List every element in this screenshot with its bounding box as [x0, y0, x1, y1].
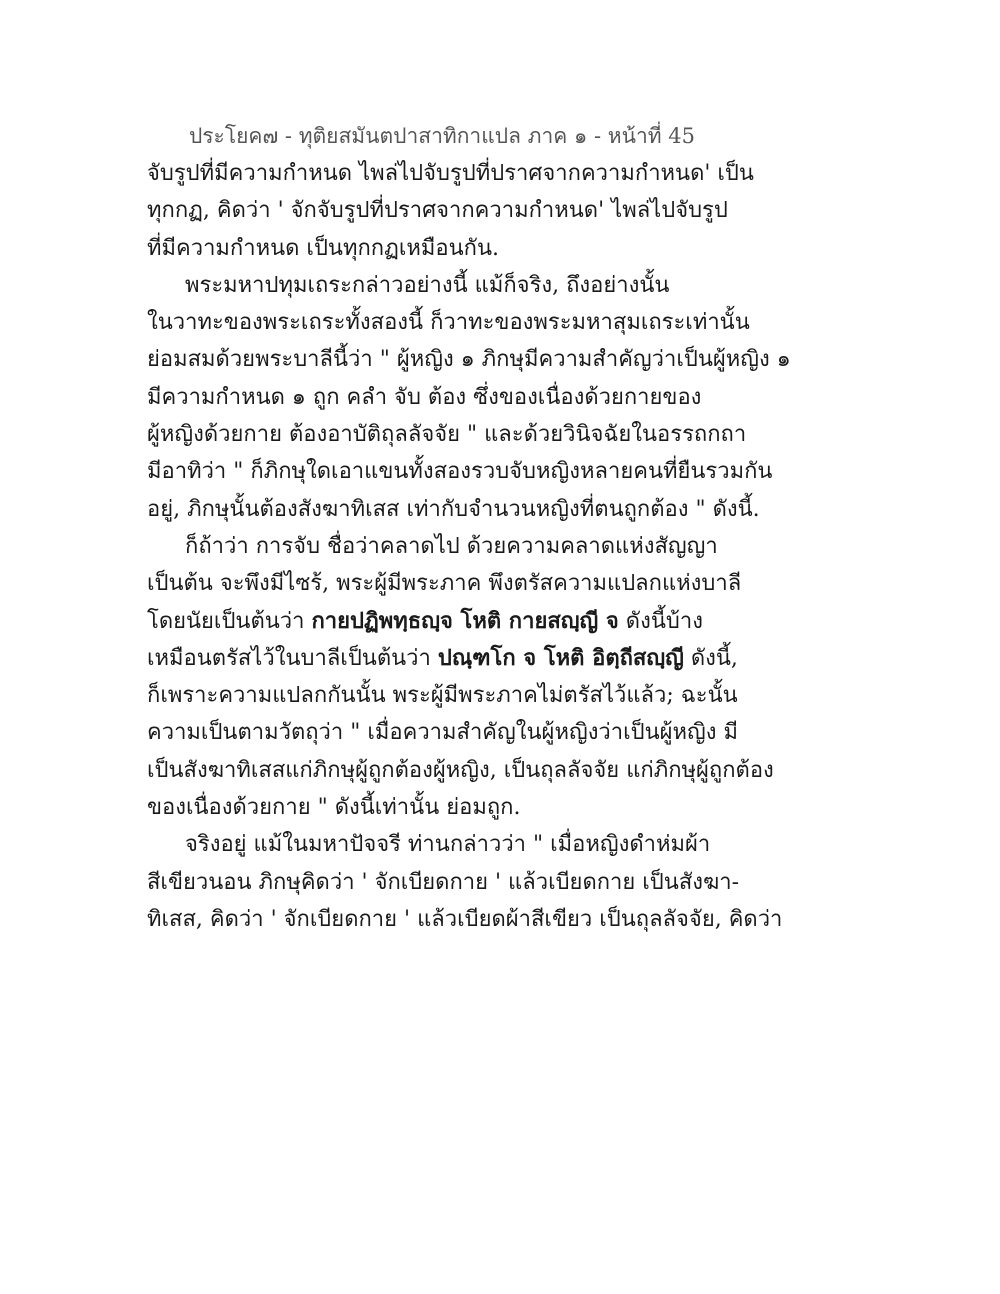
text-line	[147, 528, 718, 565]
text-line	[147, 491, 760, 528]
text-line	[147, 826, 711, 863]
text-line	[147, 789, 707, 826]
body-text	[147, 155, 791, 938]
text-segment: ก็เพราะความแปลกกันนั้น พระผู้มีพระภาคไม่ตรัสไว้แล้ว; ฉะนั้น	[147, 683, 738, 709]
text-line	[147, 677, 738, 714]
text-segment: โดยนัยเป็นต้นว่า	[147, 608, 312, 634]
text-line	[147, 416, 747, 453]
text-segment: ที่มีความกำหนด เป็นทุกกฏเหมือนกัน.	[147, 235, 499, 261]
text-segment: จับรูปที่มีความกำหนด ไพล่ไปจับรูปที่ปราศจากความกำหนด' เป็น	[147, 161, 754, 186]
text-line	[147, 155, 754, 192]
text-segment: ผู้หญิงด้วยกาย ต้องอาบัติถุลลัจจัย " และด้วยวินิจฉัยในอรรถกถา	[147, 422, 747, 448]
paragraph	[147, 155, 754, 267]
text-line	[147, 341, 791, 378]
text-segment: ความเป็นตามวัตถุว่า " เมื่อความสำคัญในผู้หญิงว่าเป็นผู้หญิง มี	[147, 720, 739, 746]
text-line	[147, 640, 738, 677]
running-header: ประโยค๗ - ทุติยสมันตปาสาทิกาแปล ภาค ๑ - หน้าที่ 45	[188, 124, 695, 148]
text-segment: เหมือนตรัสไว้ในบาลีเป็นต้นว่า	[147, 645, 438, 671]
text-line	[147, 192, 728, 229]
text-line	[147, 379, 707, 416]
text-segment: พระมหาปทุมเถระกล่าวอย่างนี้ แม้ก็จริง, ถึงอย่างนั้น	[185, 272, 670, 298]
text-line	[147, 230, 707, 267]
text-segment: เป็นต้น จะพึงมีไซร้, พระผู้มีพระภาค พึงตรัสความแปลกแห่งบาลี	[147, 571, 742, 597]
text-line	[147, 752, 774, 789]
paragraph	[147, 267, 791, 528]
text-segment: มีอาทิว่า " ก็ภิกษุใดเอาแขนทั้งสองรวบจับหญิงหลายคนที่ยืนรวมกัน	[147, 459, 773, 485]
text-segment: ทุกกฏ, คิดว่า ' จักจับรูปที่ปราศจากความกำหนด' ไพล่ไปจับรูป	[147, 198, 728, 224]
text-line	[147, 565, 742, 602]
text-line	[147, 603, 707, 640]
text-line	[147, 304, 750, 341]
text-segment: ก็ถ้าว่า การจับ ชื่อว่าคลาดไป ด้วยความคลาดแห่งสัญญา	[185, 533, 718, 559]
text-line	[147, 901, 783, 938]
text-segment: จริงอยู่ แม้ในมหาปัจจรี ท่านกล่าวว่า " เมื่อหญิงดำห่มผ้า	[185, 832, 711, 858]
text-segment: ย่อมสมด้วยพระบาลีนี้ว่า " ผู้หญิง ๑ ภิกษุมีความสำคัญว่าเป็นผู้หญิง ๑	[147, 347, 791, 373]
text-line	[147, 453, 773, 490]
text-line	[147, 864, 740, 901]
text-segment: ของเนื่องด้วยกาย " ดังนี้เท่านั้น ย่อมถูก.	[147, 795, 521, 821]
paragraph	[147, 528, 774, 826]
text-segment: ในวาทะของพระเถระทั้งสองนี้ ก็วาทะของพระมหาสุมเถระเท่านั้น	[147, 310, 750, 336]
text-line	[147, 714, 739, 751]
text-segment: สีเขียวนอน ภิกษุคิดว่า ' จักเบียดกาย ' แล้วเบียดกาย เป็นสังฆา-	[147, 869, 740, 895]
paragraph	[147, 826, 783, 938]
text-segment: ดังนี้บ้าง	[618, 608, 703, 634]
text-segment: ทิเสส, คิดว่า ' จักเบียดกาย ' แล้วเบียดผ้าสีเขียว เป็นถุลลัจจัย, คิดว่า	[147, 906, 783, 932]
text-segment: ดังนี้,	[683, 645, 738, 671]
text-segment: อยู่, ภิกษุนั้นต้องสังฆาทิเสส เท่ากับจำนวนหญิงที่ตนถูกต้อง " ดังนี้.	[147, 496, 760, 522]
text-segment: เป็นสังฆาทิเสสแก่ภิกษุผู้ถูกต้องผู้หญิง, เป็นถุลลัจจัย แก่ภิกษุผู้ถูกต้อง	[147, 757, 774, 783]
pali-term: ปณฺฑโก จ โหติ อิตฺถีสญฺญี	[437, 644, 684, 671]
text-segment: มีความกำหนด ๑ ถูก คลำ จับ ต้อง ซึ่งของเนื่องด้วยกายของ	[147, 384, 702, 410]
text-line	[147, 267, 707, 304]
pali-term: กายปฏิพทฺธญฺจ โหติ กายสญฺญี จ	[311, 607, 619, 634]
